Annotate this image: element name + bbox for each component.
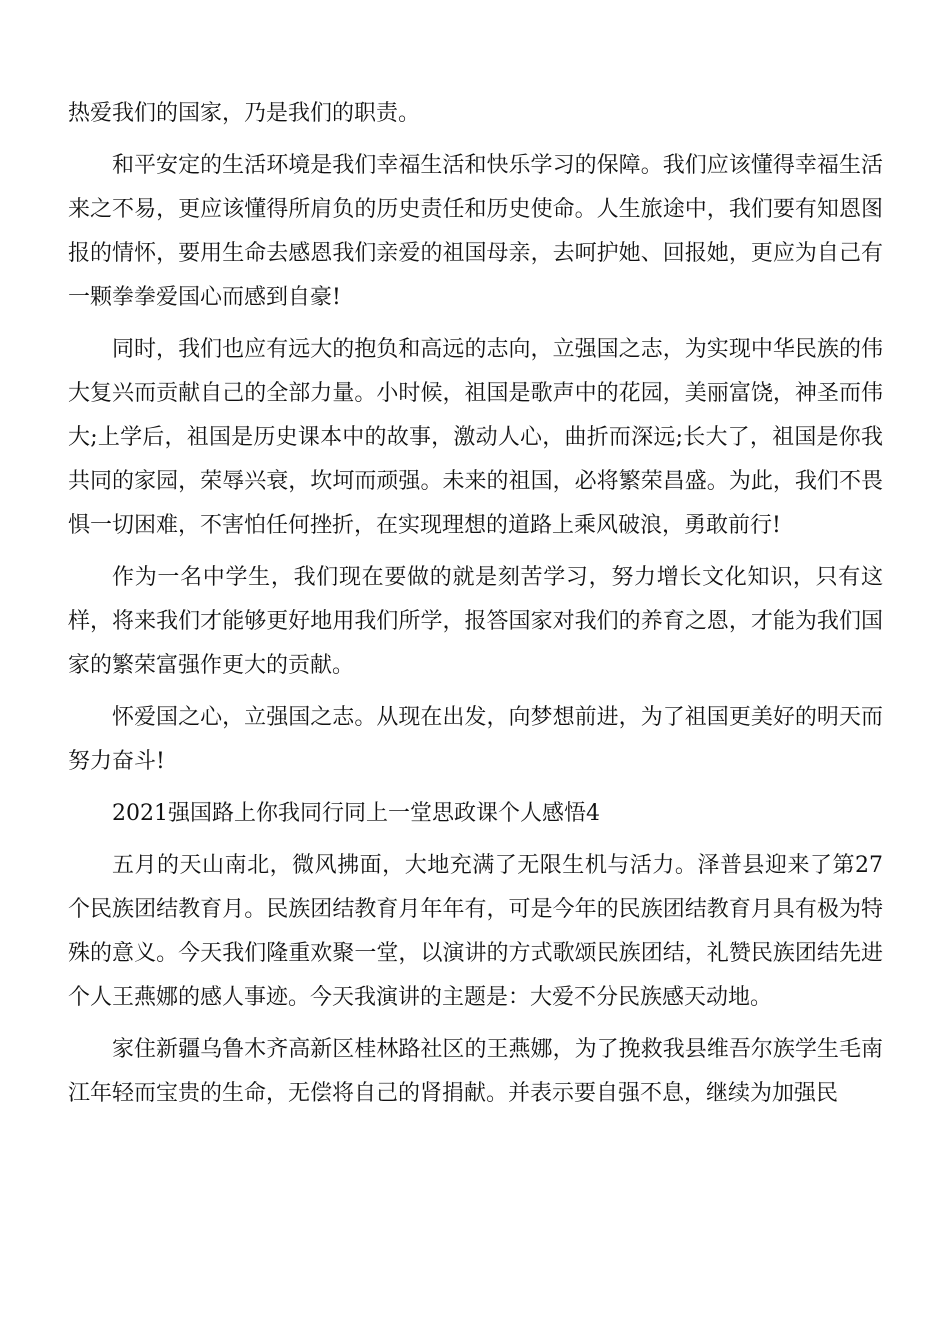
- paragraph-5: 怀爱国之心，立强国之志。从现在出发，向梦想前进，为了祖国更美好的明天而努力奋斗!: [68, 705, 883, 774]
- paragraph-1: 热爱我们的国家，乃是我们的职责。: [68, 101, 421, 126]
- section-heading: 2021强国路上你我同行同上一堂思政课个人感悟4: [112, 801, 600, 826]
- document-page: [68, 92, 883, 1116]
- paragraph-6: 五月的天山南北，微风拂面，大地充满了无限生机与活力。泽普县迎来了第27个民族团结教育月。民族团结教育月年年有，可是今年的民族团结教育月具有极为特殊的意义。今天我们隆重欢聚一堂，以演讲的方式歌颂民族团结，礼赞民族团结先进个人王燕娜的感人事迹。今天我演讲的主题是：大爱不分民族感天动地。: [68, 853, 883, 1010]
- paragraph-4: 作为一名中学生，我们现在要做的就是刻苦学习，努力增长文化知识，只有这样，将来我们才能够更好地用我们所学，报答国家对我们的养育之恩，才能为我们国家的繁荣富强作更大的贡献。: [68, 565, 883, 678]
- paragraph-2: 和平安定的生活环境是我们幸福生活和快乐学习的保障。我们应该懂得幸福生活来之不易，更应该懂得所肩负的历史责任和历史使命。人生旅途中，我们要有知恩图报的情怀，要用生命去感恩我们亲爱的祖国母亲，去呵护她、回报她，更应为自己有一颗拳拳爱国心而感到自豪!: [68, 153, 883, 310]
- paragraph-7: 家住新疆乌鲁木齐高新区桂林路社区的王燕娜，为了挽救我县维吾尔族学生毛南江年轻而宝贵的生命，无偿将自己的肾捐献。并表示要自强不息，继续为加强民: [68, 1037, 883, 1106]
- paragraph-3: 同时，我们也应有远大的抱负和高远的志向，立强国之志，为实现中华民族的伟大复兴而贡献自己的全部力量。小时候，祖国是歌声中的花园，美丽富饶，神圣而伟大;上学后，祖国是历史课本中的故事，激动人心，曲折而深远;长大了，祖国是你我共同的家园，荣辱兴衰，坎坷而顽强。未来的祖国，必将繁荣昌盛。为此，我们不畏惧一切困难，不害怕任何挫折，在实现理想的道路上乘风破浪，勇敢前行!: [68, 337, 883, 538]
